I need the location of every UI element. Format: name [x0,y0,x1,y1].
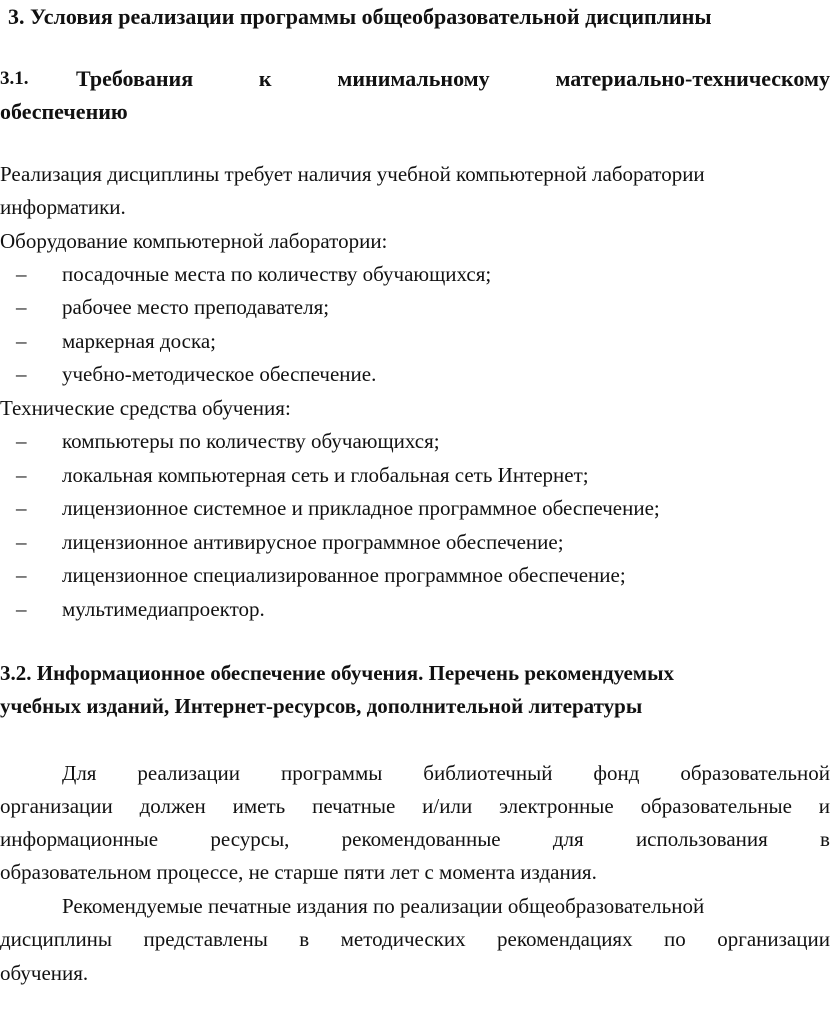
dash-bullet: – [16,597,27,621]
dash-bullet: – [16,463,27,487]
list-item-text: рабочее место преподавателя; [62,295,330,319]
list-item-text: маркерная доска; [62,329,217,353]
paragraph-line: Рекомендуемые печатные издания по реализации общеобразовательной [62,894,705,918]
list-item-text: лицензионное специализированное программное обеспечение; [62,563,626,587]
word: реализации [137,761,241,785]
subsection-heading [76,66,830,92]
word: ресурсы, [210,827,290,851]
word: в [820,827,830,851]
dash-bullet: – [16,262,27,286]
word: должен [139,794,206,818]
word: и [818,794,830,818]
subsection-heading-continued: учебных изданий, Интернет-ресурсов, дополнительной литературы [0,694,643,718]
word: рекомендованные [341,827,501,851]
word: образовательные [640,794,792,818]
list-item-text: компьютеры по количеству обучающихся; [62,429,440,453]
word: и/или [422,794,473,818]
intro-line: информатики. [0,195,126,219]
word: организации [0,794,113,818]
dash-bullet: – [16,530,27,554]
section-title: 3. Условия реализации программы общеобразовательной дисциплины [8,4,712,29]
dash-bullet: – [16,362,27,386]
word: программы [280,761,383,785]
word: использования [635,827,768,851]
word: по [664,927,686,951]
word: Для [62,761,97,785]
dash-bullet: – [16,563,27,587]
word: библиотечный [423,761,553,785]
word: методических [340,927,466,951]
list-item-text: лицензионное системное и прикладное программное обеспечение; [62,496,660,520]
list-item-text: учебно-методическое обеспечение. [62,362,377,386]
dash-bullet: – [16,496,27,520]
subsection-heading: 3.2. Информационное обеспечение обучения. Перечень рекомендуемых [0,661,674,685]
heading-word: минимальному [337,66,490,91]
word: электронные [499,794,614,818]
heading-word: к [258,66,272,91]
list-item-text: локальная компьютерная сеть и глобальная сеть Интернет; [62,463,589,487]
paragraph-line [0,826,830,852]
intro-line: Реализация дисциплины требует наличия учебной компьютерной лаборатории [0,162,705,186]
paragraph-line [62,760,830,786]
word: в [299,927,310,951]
list-item-text: посадочные места по количеству обучающихся; [62,262,492,286]
word: образовательной [680,761,830,785]
equipment-label: Оборудование компьютерной лаборатории: [0,229,388,253]
dash-bullet: – [16,429,27,453]
list-item-text: мультимедиапроектор. [62,597,265,621]
word: информационные [0,827,159,851]
tech-label: Технические средства обучения: [0,396,291,420]
word: фонд [593,761,640,785]
subsection-heading-continued: обеспечению [0,99,128,124]
paragraph-line: обучения. [0,961,89,985]
word: дисциплины [0,927,113,951]
word: представлены [143,927,268,951]
paragraph-line: образовательном процессе, не старше пяти лет с момента издания. [0,860,597,884]
word: рекомендациях [497,927,633,951]
paragraph-line [0,793,830,819]
word: иметь [232,794,286,818]
heading-word: материально-техническому [555,66,830,91]
word: организации [717,927,830,951]
dash-bullet: – [16,329,27,353]
dash-bullet: – [16,295,27,319]
list-item-text: лицензионное антивирусное программное обеспечение; [62,530,564,554]
word: для [552,827,584,851]
paragraph-line [0,926,830,952]
subsection-number: 3.1. [0,68,29,89]
heading-word: Требования [76,66,194,91]
word: печатные [312,794,396,818]
